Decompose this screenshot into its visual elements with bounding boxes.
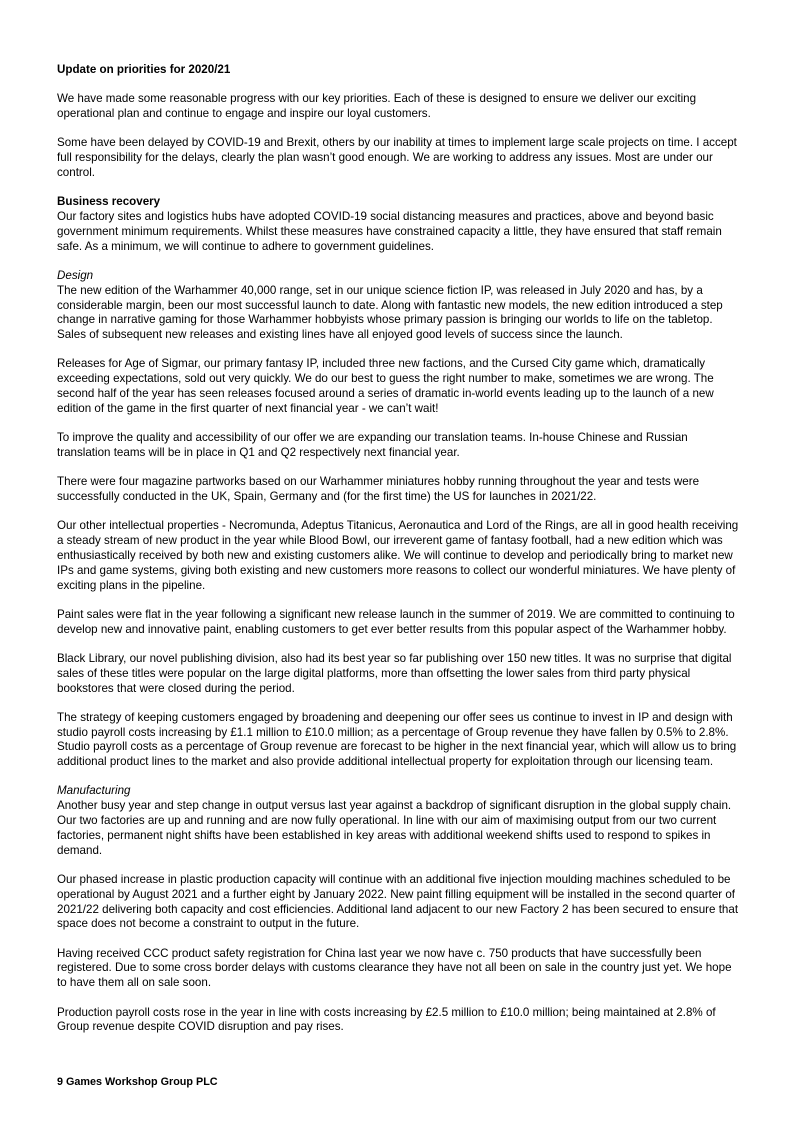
section-heading-update-priorities: Update on priorities for 2020/21 bbox=[57, 63, 231, 76]
paragraph: Paint sales were flat in the year following a significant new release launch in the summer of 2019. We are committed to continuing to develop new and innovative paint, enabling customers to get ever better results from this popular aspect of the Warhammer hobby. bbox=[57, 607, 735, 636]
paragraph: To improve the quality and accessibility of our offer we are expanding our translation teams. In-house Chinese and Russian translation teams will be in place in Q1 and Q2 respectively next financial year. bbox=[57, 431, 688, 459]
paragraph: Black Library, our novel publishing division, also had its best year so far publishing over 150 new titles. It was no surprise that digital sales of these titles were popular on the large digital platforms, more than offsetting the lower sales from third party physical bookstores that were closed during the period. bbox=[57, 651, 732, 695]
paragraph: Releases for Age of Sigmar, our primary fantasy IP, included three new factions, and the Cursed City game which, dramatically exceeding expectations, sold out very quickly. We do our best to guess the right number to make, sometimes we are wrong. The second half of the year has seen releases focused around a series of dramatic in-world events leading up to the launch of a new edition of the game in the first quarter of next financial year - we can’t wait! bbox=[57, 357, 714, 415]
subsection-heading-manufacturing: Manufacturing bbox=[57, 784, 131, 798]
page-footer: 9 Games Workshop Group PLC bbox=[57, 1076, 218, 1089]
paragraph: Our factory sites and logistics hubs have adopted COVID-19 social distancing measures and practices, above and beyond basic government minimum requirements. Whilst these measures have constrained capacity a little, they have ensured that staff remain safe. As a minimum, we will continue to adhere to government guidelines. bbox=[57, 210, 722, 253]
paragraph: Some have been delayed by COVID-19 and Brexit, others by our inability at times to implement large scale projects on time. I accept full responsibility for the delays, clearly the plan wasn’t good enough. We are working to address any issues. Most are under our control. bbox=[57, 136, 737, 179]
paragraph: Our phased increase in plastic production capacity will continue with an additional five injection moulding machines scheduled to be operational by August 2021 and a further eight by January 2022. New paint filling equipment will be installed in the second quarter of 2021/22 delivering both capacity and cost efficiencies. Additional land adjacent to our new Factory 2 has been secured to ensure that space does not become a constraint to output in the future. bbox=[57, 872, 739, 931]
paragraph: Having received CCC product safety registration for China last year we now have c. 750 products that have successfully been registered. Due to some cross border delays with customs clearance they have not all been on sale in the country just yet. We hope to have them all on sale soon. bbox=[57, 946, 732, 990]
paragraph: The strategy of keeping customers engaged by broadening and deepening our offer sees us continue to invest in IP and design with studio payroll costs increasing by £1.1 million to £10.0 million; as a percentage of Group revenue they have fallen by 0.5% to 2.8%. Studio payroll costs as a percentage of Group revenue are forecast to be higher in the next financial year, which will allow us to bring additional product lines to the market and also provide additional intellectual property for exploitation through our licensing team. bbox=[57, 710, 737, 769]
paragraph: Another busy year and step change in output versus last year against a backdrop of significant disruption in the global supply chain. Our two factories are up and running and are now fully operational. In line with our aim of maximising output from our two current factories, permanent night shifts have been established in key areas with additional weekend shifts used to respond to spikes in demand. bbox=[57, 799, 732, 857]
paragraph: Our other intellectual properties - Necromunda, Adeptus Titanicus, Aeronautica and Lord of the Rings, are all in good health receiving a steady stream of new product in the year while Blood Bowl, our irreverent game of fantasy football, had a new edition which was enthusiastically received by both new and existing customers alike. We will continue to develop and periodically bring to market new IPs and game systems, giving both existing and new customers more reasons to collect our wonderful miniatures. We have plenty of exciting plans in the pipeline. bbox=[57, 519, 739, 592]
subsection-heading-design: Design bbox=[57, 268, 94, 282]
paragraph: Production payroll costs rose in the year in line with costs increasing by £2.5 million to £10.0 million; being maintained at 2.8% of Group revenue despite COVID disruption and pay rises. bbox=[57, 1005, 716, 1034]
paragraph: There were four magazine partworks based on our Warhammer miniatures hobby running throughout the year and tests were successfully conducted in the UK, Spain, Germany and (for the first time) the US for launches in 2021/22. bbox=[57, 475, 700, 504]
paragraph: The new edition of the Warhammer 40,000 range, set in our unique science fiction IP, was released in July 2020 and has, by a considerable margin, been our most successful launch to date. Along with fantastic new models, the new edition introduced a step change in narrative gaming for those Warhammer hobbyists whose primary passion is bringing our worlds to life on the tabletop. Sales of subsequent new releases and existing lines have all enjoyed good levels of success since the launch. bbox=[57, 283, 723, 342]
paragraph: We have made some reasonable progress with our key priorities. Each of these is designed to ensure we deliver our exciting operational plan and continue to engage and inspire our loyal customers. bbox=[57, 92, 697, 121]
section-heading-business-recovery: Business recovery bbox=[57, 195, 161, 209]
